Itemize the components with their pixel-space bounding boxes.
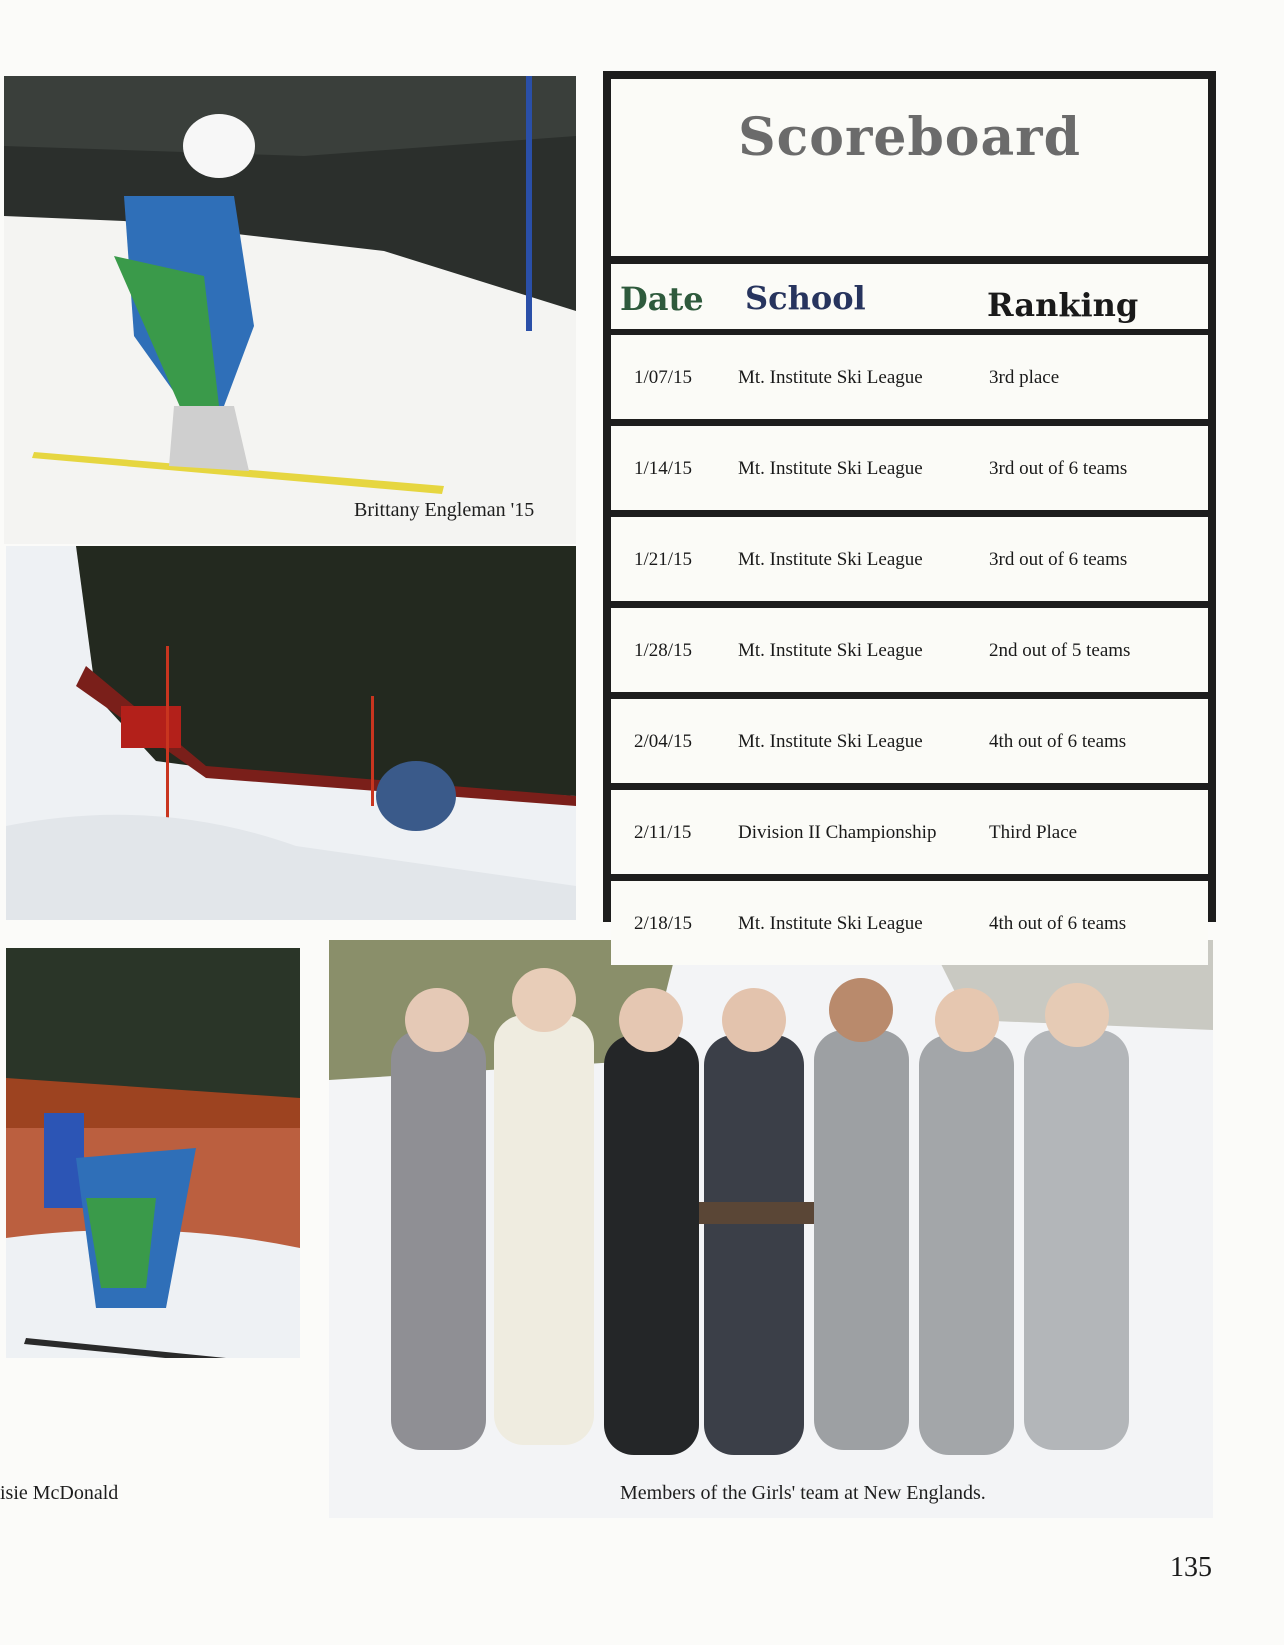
table-row	[611, 517, 1208, 601]
page-number: 135	[1170, 1552, 1212, 1583]
cell-date: 1/14/15	[634, 458, 693, 479]
table-row	[611, 699, 1208, 783]
table-row	[611, 790, 1208, 874]
cell-school: Mt. Institute Ski League	[738, 458, 923, 479]
cell-school: Mt. Institute Ski League	[738, 913, 923, 934]
scoreboard-rows	[611, 335, 1208, 972]
cell-date: 1/28/15	[634, 640, 693, 661]
table-row	[611, 608, 1208, 692]
caption-engleman: Brittany Engleman '15	[354, 499, 535, 521]
cell-school: Mt. Institute Ski League	[738, 549, 923, 570]
header-ranking: Ranking	[987, 286, 1139, 324]
cell-school: Mt. Institute Ski League	[738, 731, 923, 752]
scoreboard-title: Scoreboard	[738, 107, 1081, 168]
table-row	[611, 881, 1208, 965]
cell-ranking: 3rd place	[989, 367, 1060, 388]
scoreboard	[603, 71, 1216, 934]
cell-date: 2/11/15	[634, 822, 692, 843]
photo-slope-racer	[6, 546, 576, 920]
photo-team-group	[329, 940, 1213, 1518]
cell-ranking: 3rd out of 6 teams	[989, 458, 1128, 479]
cell-ranking: 4th out of 6 teams	[989, 913, 1127, 934]
cell-school: Mt. Institute Ski League	[738, 367, 923, 388]
cell-ranking: 4th out of 6 teams	[989, 731, 1127, 752]
photo-skier-mcdonald	[6, 948, 300, 1358]
cell-school: Division II Championship	[738, 822, 937, 843]
cell-ranking: Third Place	[989, 822, 1078, 843]
cell-date: 2/18/15	[634, 913, 693, 934]
cell-date: 1/21/15	[634, 549, 693, 570]
table-row	[611, 426, 1208, 510]
cell-ranking: 3rd out of 6 teams	[989, 549, 1128, 570]
cell-ranking: 2nd out of 5 teams	[989, 640, 1131, 661]
cell-date: 2/04/15	[634, 731, 693, 752]
cell-school: Mt. Institute Ski League	[738, 640, 923, 661]
scoreboard-title-box	[611, 79, 1208, 256]
table-row	[611, 335, 1208, 419]
scoreboard-header	[611, 264, 1208, 329]
cell-date: 1/07/15	[634, 367, 693, 388]
caption-group: Members of the Girls' team at New Englands.	[620, 1482, 986, 1504]
photo-skier-engleman	[4, 76, 576, 544]
header-date: Date	[620, 280, 704, 318]
header-school: School	[745, 279, 866, 317]
caption-mcdonald: isie McDonald	[0, 1482, 119, 1504]
